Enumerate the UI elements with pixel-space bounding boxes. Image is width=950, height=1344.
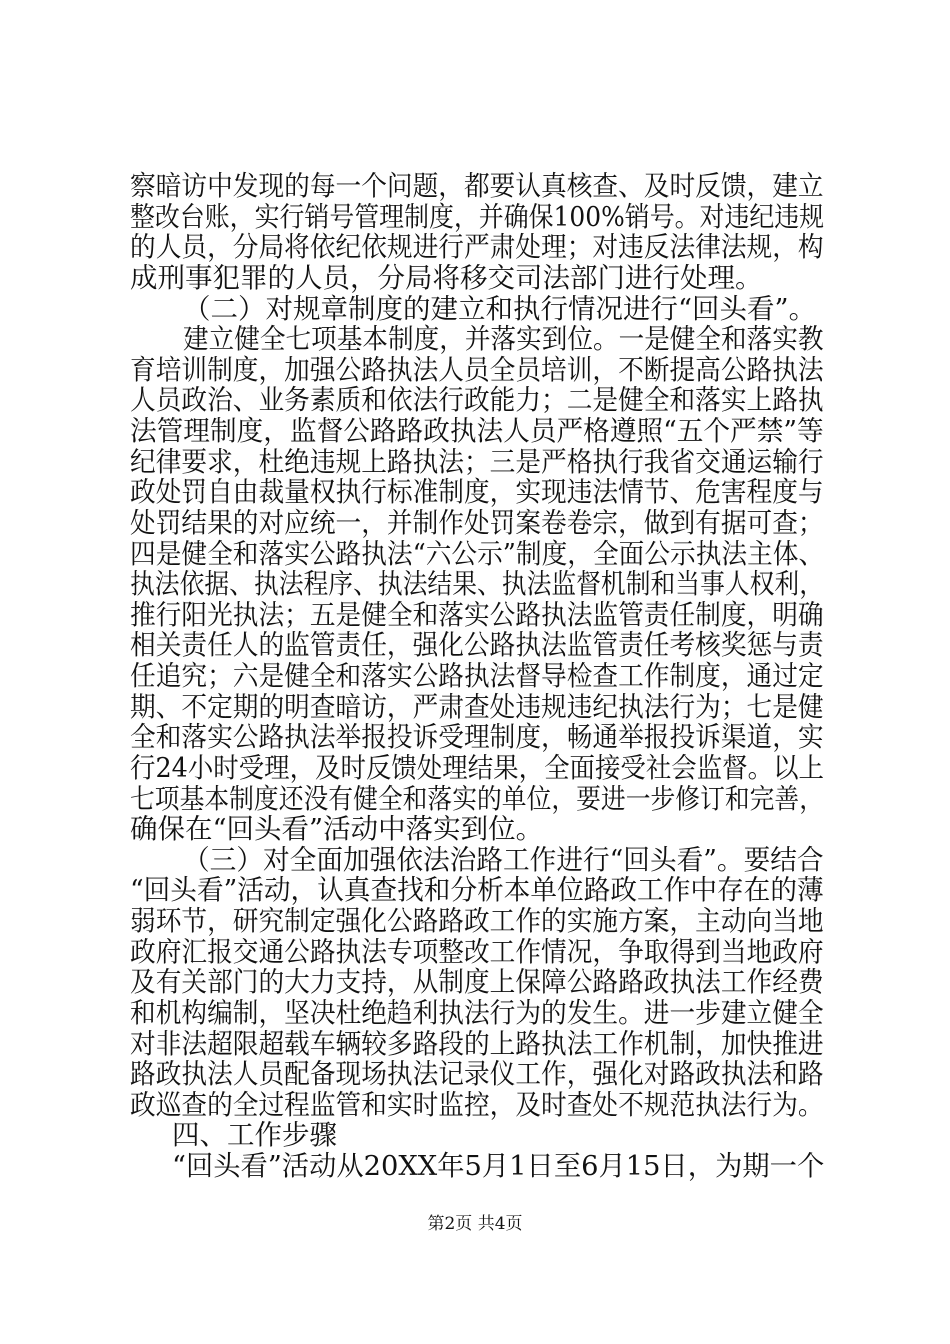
text-line-33: “回头看”活动从20XX年5月1日至6月15日，为期一个 (172, 1150, 825, 1182)
text-line-20: 行24小时受理，及时反馈处理结果，全面接受社会监督。以上 (130, 751, 824, 784)
text-line-11: 政处罚自由裁量权执行标准制度，实现违法情节、危害程度与 (130, 476, 824, 509)
text-line-12: 处罚结果的对应统一，并制作处罚案卷卷宗，做到有据可查； (130, 506, 824, 539)
text-line-2: 整改台账，实行销号管理制度，并确保100%销号。对违纪违规 (130, 200, 825, 233)
text-line-6: 建立健全七项基本制度，并落实到位。一是健全和落实教 (183, 323, 824, 356)
text-line-16: 相关责任人的监管责任，强化公路执法监管责任考核奖惩与责 (130, 629, 824, 662)
text-line-26: 政府汇报交通公路执法专项整改工作情况，争取得到当地政府 (130, 935, 824, 968)
text-line-4: 成刑事犯罪的人员，分局将移交司法部门进行处理。 (130, 261, 763, 294)
text-line-3: 的人员，分局将依纪依规进行严肃处理；对违反法律法规，构 (130, 231, 824, 264)
text-line-15: 推行阳光执法；五是健全和落实公路执法监管责任制度，明确 (130, 598, 824, 631)
text-line-7: 育培训制度，加强公路执法人员全员培训，不断提高公路执法 (130, 353, 824, 386)
section-heading-3: （三）对全面加强依法治路工作进行“回头看”。要结合 (183, 843, 824, 876)
text-line-14: 执法依据、执法程序、执法结果、执法监督机制和当事人权利， (130, 568, 825, 601)
text-line-10: 纪律要求，杜绝违规上路执法；三是严格执行我省交通运输行 (130, 445, 824, 478)
text-line-21: 七项基本制度还没有健全和落实的单位，要进一步修订和完善， (130, 782, 825, 815)
page-number-footer: 第2页 共4页 (427, 1214, 523, 1234)
text-line-17: 任追究；六是健全和落实公路执法督导检查工作制度，通过定 (130, 660, 824, 692)
text-line-22: 确保在“回头看”活动中落实到位。 (130, 813, 544, 846)
text-line-29: 对非法超限超载车辆较多路段的上路执法工作机制，加快推进 (130, 1027, 824, 1060)
text-line-31: 政巡查的全过程监管和实时监控，及时查处不规范执法行为。 (130, 1088, 824, 1121)
text-line-25: 弱环节，研究制定强化公路路政工作的实施方案，主动向当地 (130, 905, 824, 937)
text-line-9: 法管理制度，监督公路路政执法人员严格遵照“五个严禁”等 (130, 415, 824, 447)
text-line-1: 察暗访中发现的每一个问题，都要认真核查、及时反馈，建立 (130, 170, 824, 202)
text-line-30: 路政执法人员配备现场执法记录仪工作，强化对路政执法和路 (130, 1058, 824, 1091)
text-line-27: 及有关部门的大力支持，从制度上保障公路路政执法工作经费 (130, 966, 824, 999)
section-heading-2: （二）对规章制度的建立和执行情况进行“回头看”。 (183, 292, 817, 325)
text-line-13: 四是健全和落实公路执法“六公示”制度，全面公示执法主体、 (130, 537, 825, 570)
text-line-19: 全和落实公路执法举报投诉受理制度，畅通举报投诉渠道，实 (130, 721, 824, 754)
text-line-28: 和机构编制，坚决杜绝趋利执法行为的发生。进一步建立健全 (130, 996, 824, 1029)
text-line-18: 期、不定期的明查暗访，严肃查处违规违纪执法行为；七是健 (130, 690, 824, 723)
section-heading-4: 四、工作步骤 (172, 1119, 337, 1152)
text-line-8: 人员政治、业务素质和依法行政能力；二是健全和落实上路执 (130, 384, 824, 417)
text-line-24: “回头看”活动，认真查找和分析本单位路政工作中存在的薄 (130, 874, 824, 907)
